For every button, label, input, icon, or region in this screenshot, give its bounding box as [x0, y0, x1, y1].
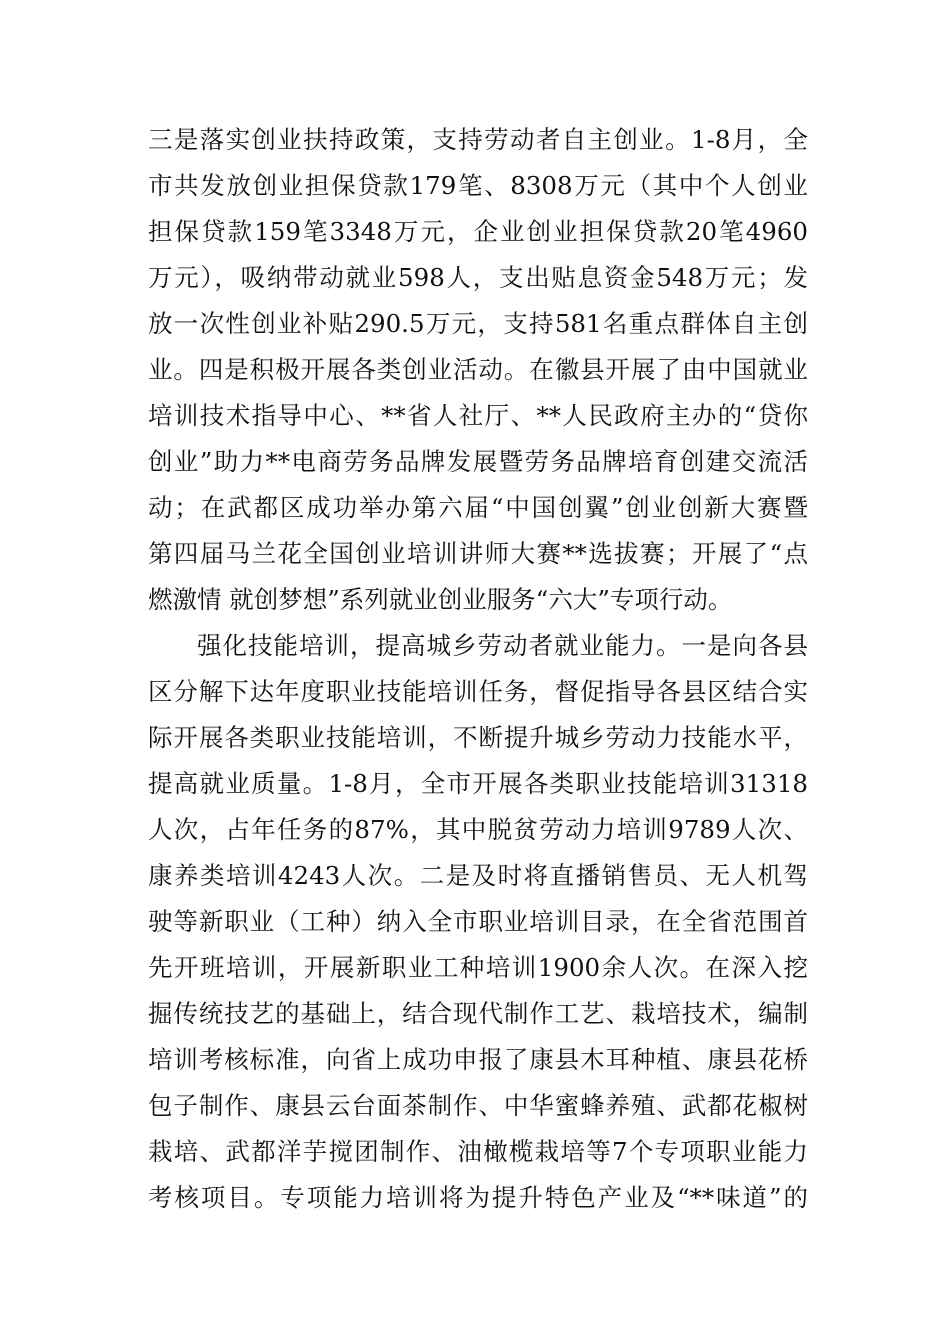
text-line: 动；在武都区成功举办第六届“中国创翼”创业创新大赛暨 [148, 493, 808, 522]
text-line: 驶等新职业（工种）纳入全市职业培训目录，在全省范围首 [148, 907, 808, 936]
text-line: 放一次性创业补贴290.5万元，支持581名重点群体自主创 [148, 309, 808, 338]
text-line: 市共发放创业担保贷款179笔、8308万元（其中个人创业 [148, 171, 808, 200]
text-line: 包子制作、康县云台面茶制作、中华蜜蜂养殖、武都花椒树 [148, 1091, 808, 1120]
text-line: 考核项目。专项能力培训将为提升特色产业及“**味道”的 [148, 1183, 808, 1212]
text-line: 培训考核标准，向省上成功申报了康县木耳种植、康县花桥 [148, 1045, 808, 1074]
text-line: 第四届马兰花全国创业培训讲师大赛**选拔赛；开展了“点 [148, 539, 808, 568]
text-line: 燃激情 就创梦想”系列就业创业服务“六大”专项行动。 [148, 585, 733, 614]
text-line: 栽培、武都洋芋搅团制作、油橄榄栽培等7个专项职业能力 [148, 1137, 808, 1166]
text-line: 万元），吸纳带动就业598人，支出贴息资金548万元；发 [148, 263, 808, 292]
text-line: 康养类培训4243人次。二是及时将直播销售员、无人机驾 [148, 861, 808, 890]
text-line: 人次，占年任务的87%，其中脱贫劳动力培训9789人次、 [148, 815, 808, 844]
text-line: 提高就业质量。1-8月，全市开展各类职业技能培训31318 [148, 769, 808, 798]
text-line: 际开展各类职业技能培训，不断提升城乡劳动力技能水平， [148, 723, 808, 752]
text-line: 区分解下达年度职业技能培训任务，督促指导各县区结合实 [148, 677, 808, 706]
text-line: 强化技能培训，提高城乡劳动者就业能力。一是向各县 [197, 631, 808, 660]
text-line: 先开班培训，开展新职业工种培训1900余人次。在深入挖 [148, 953, 808, 982]
text-line: 三是落实创业扶持政策，支持劳动者自主创业。1-8月，全 [148, 125, 808, 154]
text-line: 掘传统技艺的基础上，结合现代制作工艺、栽培技术，编制 [148, 999, 808, 1028]
text-line: 创业”助力**电商劳务品牌发展暨劳务品牌培育创建交流活 [148, 447, 808, 476]
text-line: 培训技术指导中心、**省人社厅、**人民政府主办的“贷你 [148, 401, 808, 430]
text-line: 担保贷款159笔3348万元，企业创业担保贷款20笔4960 [148, 217, 808, 246]
text-line: 业。四是积极开展各类创业活动。在徽县开展了由中国就业 [148, 355, 808, 384]
